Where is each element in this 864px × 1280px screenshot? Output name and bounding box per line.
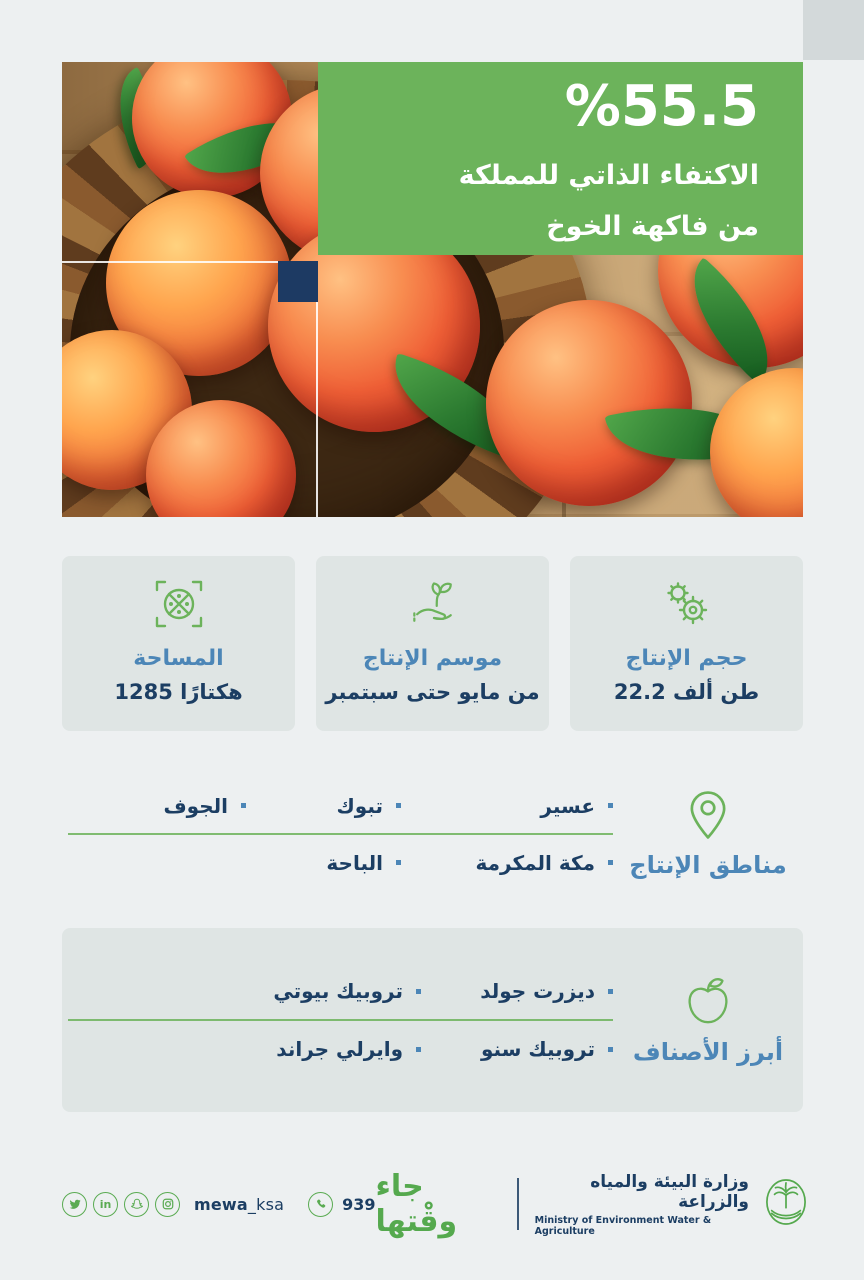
variety-label: تروبيك سنو — [480, 1037, 595, 1061]
varieties-items — [62, 954, 613, 1086]
bullet — [416, 989, 421, 994]
varieties-row-2 — [68, 1021, 613, 1077]
social-handle[interactable] — [194, 1195, 284, 1214]
footer-contact-group — [62, 1192, 376, 1217]
snapchat-icon[interactable] — [124, 1192, 149, 1217]
bullet — [608, 989, 613, 994]
campaign-wordmark: جاء وقْتها — [375, 1169, 458, 1239]
stat-title-area: المساحة — [133, 646, 224, 671]
ministry-name-arabic: وزارة البيئة والمياه والزراعة — [590, 1171, 749, 1212]
self-sufficiency-caption-line2: من فاكهة الخوخ — [546, 210, 759, 242]
stats-row — [62, 556, 803, 731]
phone-number: 939 — [342, 1194, 376, 1214]
variety-item — [68, 1037, 421, 1061]
self-sufficiency-banner — [318, 62, 803, 255]
region-item — [68, 794, 246, 818]
map-pin-icon — [685, 789, 731, 841]
footer-brand-group — [376, 1169, 807, 1239]
variety-item — [421, 979, 613, 1003]
self-sufficiency-percentage: %55.5 — [564, 74, 759, 139]
region-label: الباحة — [326, 850, 383, 875]
region-label: عسير — [540, 793, 595, 818]
peach — [710, 368, 803, 517]
regions-title: مناطق الإنتاج — [629, 851, 787, 879]
linkedin-icon[interactable]: in — [93, 1192, 118, 1217]
variety-item — [68, 979, 421, 1003]
bullet — [396, 860, 401, 865]
regions-items — [62, 778, 613, 890]
region-item — [246, 851, 401, 875]
twitter-icon[interactable] — [62, 1192, 87, 1217]
phone-icon — [308, 1192, 333, 1217]
bullet — [608, 860, 613, 865]
bullet — [608, 1047, 613, 1052]
footer-divider — [517, 1178, 519, 1230]
varieties-title-block — [613, 954, 803, 1086]
navy-accent-square — [278, 261, 318, 302]
stat-title-production-season: موسم الإنتاج — [362, 646, 503, 671]
stat-card-production-season — [316, 556, 549, 731]
region-label: الجوف — [163, 793, 228, 818]
regions-row-2 — [68, 835, 613, 890]
region-label: مكة المكرمة — [475, 850, 595, 875]
peach — [486, 300, 692, 506]
peach-fruit-icon — [681, 974, 735, 1028]
bullet — [241, 803, 246, 808]
varieties-title: أبرز الأصناف — [632, 1038, 784, 1066]
ministry-name-block — [535, 1172, 749, 1237]
hand-plant-icon — [405, 576, 461, 632]
region-item — [401, 851, 613, 875]
hero-photo-section — [62, 62, 803, 517]
stat-card-production-volume — [570, 556, 803, 731]
footer — [62, 1169, 807, 1239]
instagram-icon[interactable] — [155, 1192, 180, 1217]
regions-row-1 — [68, 778, 613, 833]
stat-title-production-volume: حجم الإنتاج — [625, 646, 748, 671]
handle-bold: mewa — [194, 1194, 248, 1214]
variety-item — [421, 1037, 613, 1061]
green-separator — [68, 833, 613, 835]
phone-contact[interactable] — [308, 1192, 375, 1217]
region-label: تبوك — [336, 793, 383, 818]
region-item — [246, 794, 401, 818]
handle-suffix: _ksa — [247, 1194, 285, 1214]
area-expand-icon — [151, 576, 207, 632]
stat-value-production-volume: 22.2 ألف‎ طن — [613, 680, 760, 704]
regions-title-block — [613, 778, 803, 890]
bullet — [608, 803, 613, 808]
top-varieties-section — [62, 928, 803, 1112]
stat-value-area: 1285 هكتارًا — [114, 680, 243, 704]
variety-label: تروبيك بيوتي — [273, 979, 403, 1003]
region-item — [401, 794, 613, 818]
crosshair-horizontal-line — [62, 261, 280, 263]
corner-decoration — [803, 0, 864, 60]
self-sufficiency-caption-line1: الاكتفاء الذاتي للمملكة — [458, 159, 759, 191]
bullet — [396, 803, 401, 808]
ministry-name-english: Ministry of Environment Water & Agriculture — [534, 1214, 712, 1237]
ministry-emblem-icon — [765, 1177, 807, 1231]
bullet — [416, 1047, 421, 1052]
production-regions-section — [62, 778, 803, 890]
variety-label: ديزرت جولد — [480, 979, 595, 1003]
gears-icon — [659, 576, 715, 632]
stat-value-production-season: من مايو حتى سبتمبر — [325, 680, 540, 704]
variety-label: وايرلي جراند — [276, 1037, 403, 1061]
green-separator — [68, 1019, 613, 1021]
varieties-row-1 — [68, 963, 613, 1019]
stat-card-area — [62, 556, 295, 731]
